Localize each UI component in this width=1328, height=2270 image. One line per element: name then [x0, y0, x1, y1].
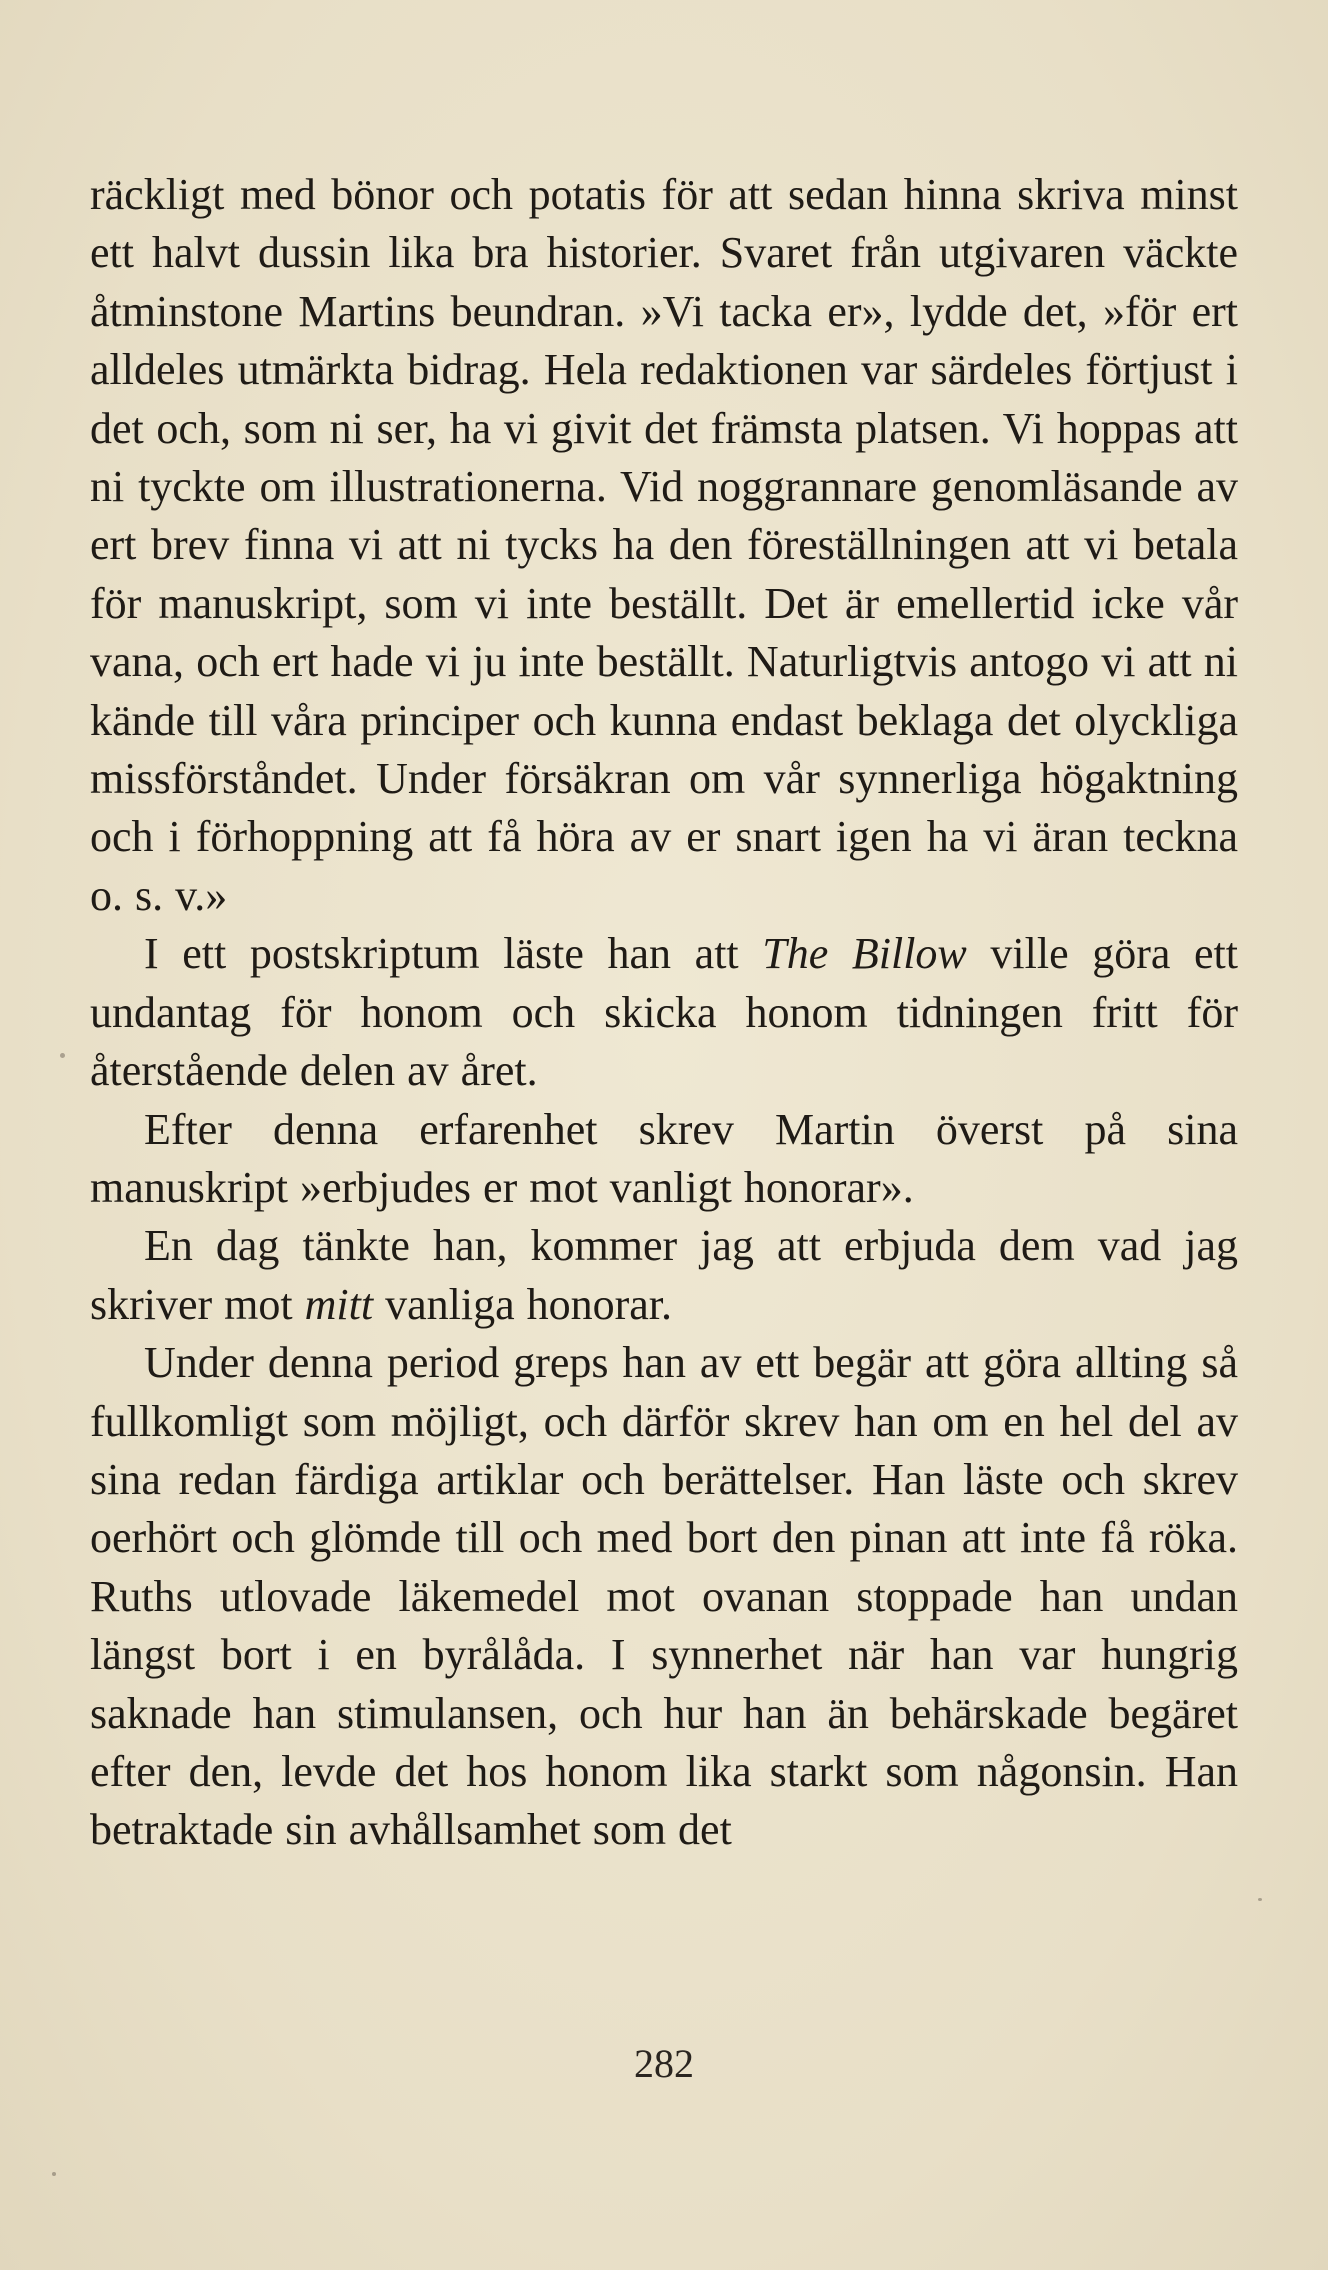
body-text — [90, 166, 1238, 1860]
paragraph — [90, 1217, 1238, 1334]
text-run: Efter denna erfarenhet skrev Martin överst på sina manuskript »erbjudes er mot vanligt honorar». — [90, 1104, 1238, 1212]
paragraph — [90, 1101, 1238, 1218]
text-run: räckligt med bönor och potatis för att sedan hinna skriva minst ett halvt dussin lika bra historier. Svaret från utgivaren väckte åtminstone Martins beundran. »Vi tacka er», lydde det, »för ert alldeles utmärkta bidrag. Hela redaktionen var särdeles förtjust i det och, som ni ser, ha vi givit det främsta platsen. Vi hoppas att ni tyckte om illustrationerna. Vid noggrannare genomläsande av ert brev finna vi att ni tycks ha den föreställningen att vi betala för manuskript, som vi inte beställt. Det är emellertid icke vår vana, och ert hade vi ju inte beställt. Naturligtvis antogo vi att ni kände till våra principer och kunna endast beklaga det olyckliga missförståndet. Under försäkran om vår synnerliga högaktning och i förhoppning att få höra av er snart igen ha vi äran teckna o. s. v.» — [90, 170, 1238, 920]
text-run: ville göra ett undantag för honom och skicka honom tidningen fritt för återstående delen av året. — [90, 929, 1238, 1096]
paper-speck — [52, 2172, 56, 2176]
text-run: I ett postskriptum läste han att — [144, 929, 763, 979]
italic-text: The Billow — [762, 929, 967, 979]
paragraph — [90, 166, 1238, 925]
paragraph — [90, 925, 1238, 1100]
book-page — [90, 166, 1238, 1860]
paragraph — [90, 1334, 1238, 1860]
page-number: 282 — [634, 2041, 694, 2086]
text-run: vanliga honorar. — [373, 1279, 673, 1329]
paper-speck — [60, 1053, 65, 1058]
paper-speck — [1258, 1898, 1262, 1901]
text-run: Under denna period greps han av ett begär att göra allting så fullkomligt som möjligt, och därför skrev han om en hel del av sina redan färdiga artiklar och berättelser. Han läste och skrev oerhört och glömde till och med bort den pinan att inte få röka. Ruths utlovade läkemedel mot ovanan stoppade han undan längst bort i en byrålåda. I synnerhet när han var hungrig saknade han stimulansen, och hur han än behärskade begäret efter den, levde det hos honom lika starkt som någonsin. Han betraktade sin avhållsamhet som det — [90, 1338, 1238, 1855]
text-run: En dag tänkte han, kommer jag att erbjuda dem vad jag skriver mot — [90, 1221, 1238, 1329]
italic-text: mitt — [304, 1279, 374, 1329]
